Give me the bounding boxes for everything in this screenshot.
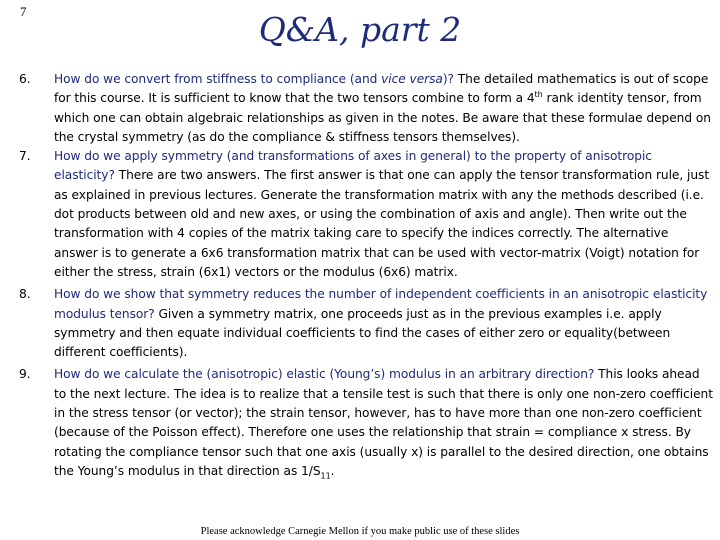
qa-text bbox=[54, 285, 715, 362]
qa-text bbox=[54, 147, 715, 282]
question-text: How do we calculate the (anisotropic) elastic (Young’s) modulus in an arbitrary direction? bbox=[54, 367, 595, 382]
qa-item-7 bbox=[19, 147, 715, 282]
item-number: 8. bbox=[19, 287, 31, 302]
question-part: How do we convert from stiffness to compliance (and bbox=[54, 72, 382, 86]
question-italic: vice versa bbox=[381, 72, 443, 86]
answer-part: rank identity tensor, from which one can obtain algebraic relationships as given in the notes. Be aware that these formulae depend on the crystal symmetry (as do the compliance & stiffness tensors themselves). bbox=[54, 91, 711, 144]
item-number: 7. bbox=[19, 149, 31, 164]
qa-text bbox=[54, 70, 715, 147]
qa-item-8 bbox=[19, 285, 715, 362]
answer-part: The detailed mathematics is out of scope for this course. It is sufficient to know that the two tensors combine to form a 4 bbox=[54, 72, 709, 106]
slide-title: Q&A, part 2 bbox=[258, 10, 462, 49]
footer-acknowledgement: Please acknowledge Carnegie Mellon if you make public use of these slides bbox=[200, 526, 520, 537]
question-text: How do we show that symmetry reduces the number of independent coefficients in an anisotropic elasticity modulus tensor? bbox=[54, 287, 708, 321]
question-text: How do we apply symmetry (and transformations of axes in general) to the property of anisotropic elasticity? bbox=[54, 149, 652, 183]
page-number: 7 bbox=[20, 4, 27, 19]
answer-part: . bbox=[330, 463, 335, 478]
qa-item-6 bbox=[19, 70, 715, 147]
answer-part: This looks ahead to the next lecture. The idea is to realize that a tensile test is such that there is only one non-zero coefficient in the stress tensor (or vector); the strain tensor, however, has to have more than one non-zero coefficient (because of the Poisson effect). Therefore one uses the relationship that strain = compliance x stress. By rotating the compliance tensor such that one axis (usually x) is parallel to the desired direction, one obtains the Young’s modulus in that direction as 1/S bbox=[54, 367, 713, 478]
item-number: 9. bbox=[19, 367, 31, 382]
question-text bbox=[54, 72, 454, 86]
qa-list bbox=[19, 70, 715, 481]
qa-item-9 bbox=[19, 365, 715, 481]
qa-text bbox=[54, 365, 715, 481]
answer-text: Given a symmetry matrix, one proceeds just as in the previous examples i.e. apply symmetry and then equate individual coefficients to find the cases of either zero or equality(between different coefficients). bbox=[54, 306, 671, 360]
answer-superscript: th bbox=[534, 90, 543, 100]
answer-text bbox=[54, 367, 713, 481]
item-number: 6. bbox=[19, 72, 31, 86]
question-part: )? bbox=[442, 72, 454, 86]
answer-subscript: 11 bbox=[320, 471, 331, 481]
answer-text: There are two answers. The first answer is that one can apply the tensor transformation rule, just as explained in previous lectures. Generate the transformation matrix with any the methods described (i.e. dot products between old and new axes, or using the combination of axis and angle). Then write out the transformation with 4 copies of the matrix taking care to specify the indices correctly. The alternative answer is to generate a 6x6 transformation matrix that can be used with vector-matrix (Voigt) notation for either the stress, strain (6x1) vectors or the modulus (6x6) matrix. bbox=[54, 168, 710, 279]
